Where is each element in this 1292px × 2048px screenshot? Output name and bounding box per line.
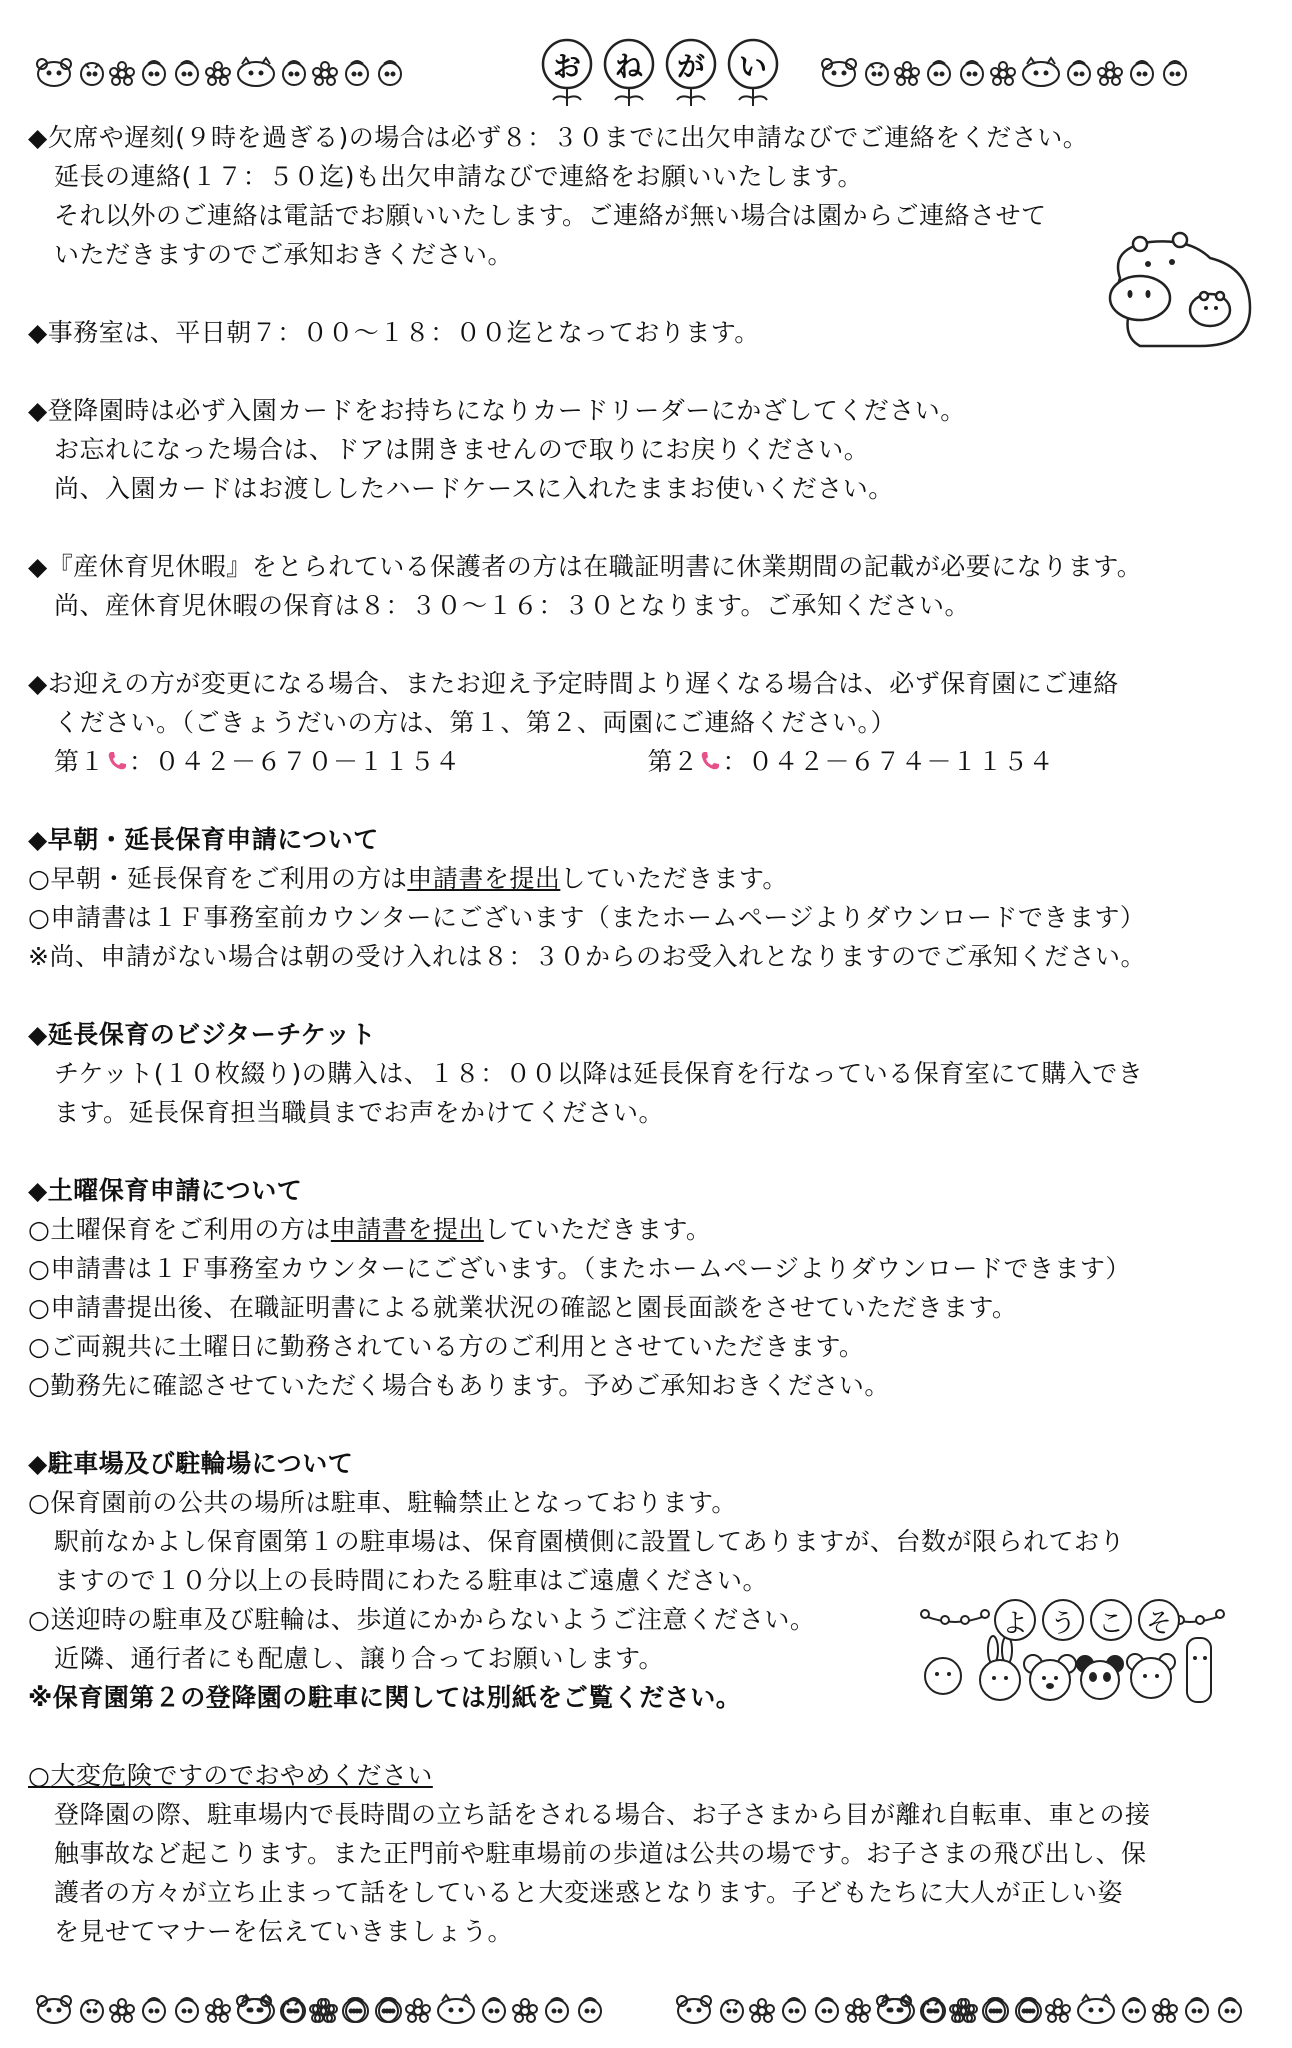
animal-border-icon — [0, 1975, 1292, 2045]
early-extended-line-1: ○早朝・延長保育をご利用の方は申請書を提出していただきます。 — [28, 864, 788, 893]
header-decoration — [0, 38, 1292, 108]
danger-line-1: 登降園の際、駐車場内で長時間の立ち話をされる場合、お子さまから目が離れ自転車、車との接 — [54, 1800, 1151, 1829]
notice-pickup-line-1: ◆お迎えの方が変更になる場合、またお迎え予定時間より遅くなる場合は、必ず保育園にご連絡 — [28, 669, 1119, 698]
notice-absence-line-3: それ以外のご連絡は電話でお願いいたします。ご連絡が無い場合は園からご連絡させて — [54, 201, 1047, 230]
notice-absence-line-1: ◆欠席や遅刻(９時を過ぎる)の場合は必ず８：３０までに出欠申請なびでご連絡をください。 — [28, 123, 1089, 152]
title-char-3: が — [676, 50, 705, 83]
notice-leave-line-1: ◆『産休育児休暇』をとられている保護者の方は在職証明書に休業期間の記載が必要になります。 — [28, 552, 1143, 581]
visitor-ticket-line-1: チケット(１０枚綴り)の購入は、１８：００以降は延長保育を行なっている保育室にて購入でき — [54, 1059, 1144, 1088]
parking-heading: ◆駐車場及び駐輪場について — [28, 1449, 354, 1478]
welcome-char-4: そ — [1145, 1609, 1172, 1639]
parking-line-3: ますので１０分以上の長時間にわたる駐車はご遠慮ください。 — [54, 1566, 769, 1595]
parking-line-4: ○送迎時の駐車及び駐輪は、歩道にかからないようご注意ください。 — [28, 1605, 816, 1634]
parking-line-1: ○保育園前の公共の場所は駐車、駐輪禁止となっております。 — [28, 1488, 737, 1517]
application-underline: 申請書を提出 — [330, 1215, 484, 1244]
header-title — [537, 38, 787, 108]
notice-pickup-line-2: ください。（ごきょうだいの方は、第１、第２、両園にご連絡ください。） — [54, 708, 897, 737]
notice-absence-line-4: いただきますのでご承知おきください。 — [54, 240, 514, 269]
saturday-line-1: ○土曜保育をご利用の方は申請書を提出していただきます。 — [28, 1215, 712, 1244]
notice-leave-line-2: 尚、産休育児休暇の保育は８：３０～１６：３０となります。ご承知ください。 — [54, 591, 971, 620]
saturday-line-3: ○申請書提出後、在職証明書による就業状況の確認と園長面談をさせていただきます。 — [28, 1293, 1018, 1322]
tel2-label: 第２ — [647, 747, 699, 776]
early-extended-line-2: ○申請書は１Ｆ事務室前カウンターにございます（またホームページよりダウンロードできます） — [28, 903, 1146, 932]
danger-heading-text: 大変危険ですのでおやめください — [50, 1761, 433, 1790]
notice-office-hours: ◆事務室は、平日朝７：００～１８：００迄となっております。 — [28, 318, 760, 347]
phone-numbers — [28, 742, 1268, 781]
danger-heading: ○大変危険ですのでおやめください — [28, 1761, 433, 1790]
application-underline: 申請書を提出 — [407, 864, 561, 893]
early-extended-line-3: ※尚、申請がない場合は朝の受け入れは８：３０からのお受入れとなりますのでご承知ください。 — [28, 942, 1146, 971]
title-char-2: ね — [614, 50, 643, 83]
notice-card-line-3: 尚、入園カードはお渡ししたハードケースに入れたままお使いください。 — [54, 474, 894, 503]
saturday-line-2: ○申請書は１Ｆ事務室カウンターにございます。（またホームページよりダウンロードできます） — [28, 1254, 1131, 1283]
visitor-ticket-heading: ◆延長保育のビジターチケット — [28, 1020, 376, 1049]
tel2-number: ：０４２－６７４－１１５４ — [722, 747, 1054, 776]
parking-line-2: 駅前なかよし保育園第１の駐車場は、保育園横側に設置してありますが、台数が限られており — [54, 1527, 1126, 1556]
early-extended-heading: ◆早朝・延長保育申請について — [28, 825, 379, 854]
notice-card-line-1: ◆登降園時は必ず入園カードをお持ちになりカードリーダーにかざしてください。 — [28, 396, 966, 425]
saturday-line-4: ○ご両親共に土曜日に勤務されている方のご利用とさせていただきます。 — [28, 1332, 865, 1361]
visitor-ticket-line-2: ます。延長保育担当職員までお声をかけてください。 — [54, 1098, 665, 1127]
danger-line-4: を見せてマナーを伝えていきましょう。 — [54, 1917, 514, 1946]
tel1-label: 第１ — [54, 747, 106, 776]
footer-decoration — [0, 1975, 1292, 2045]
tel1-number: ：０４２－６７０－１１５４ — [129, 747, 461, 776]
phone-icon — [105, 749, 129, 773]
parking-bold-note: ※保育園第２の登降園の駐車に関しては別紙をご覧ください。 — [28, 1683, 742, 1712]
danger-line-2: 触事故など起こります。また正門前や駐車場前の歩道は公共の場です。お子さまの飛び出し、保 — [54, 1839, 1147, 1868]
welcome-char-2: う — [1049, 1609, 1076, 1639]
title-char-1: お — [552, 50, 581, 83]
phone-icon — [698, 749, 722, 773]
welcome-char-3: こ — [1097, 1609, 1124, 1639]
title-char-4: い — [738, 50, 767, 83]
saturday-heading: ◆土曜保育申請について — [28, 1176, 303, 1205]
welcome-char-1: よ — [1001, 1609, 1028, 1639]
danger-line-3: 護者の方々が立ち止まって話をしていると大変迷惑となります。子どもたちに大人が正しい姿 — [54, 1878, 1124, 1907]
parking-line-5: 近隣、通行者にも配慮し、譲り合ってお願いします。 — [54, 1644, 665, 1673]
saturday-line-5: ○勤務先に確認させていただく場合もあります。予めご承知おきください。 — [28, 1371, 890, 1400]
notice-absence-line-2: 延長の連絡(１７：５０迄)も出欠申請なびで連絡をお願いいたします。 — [54, 162, 864, 191]
notice-card-line-2: お忘れになった場合は、ドアは開きませんので取りにお戻りください。 — [54, 435, 870, 464]
